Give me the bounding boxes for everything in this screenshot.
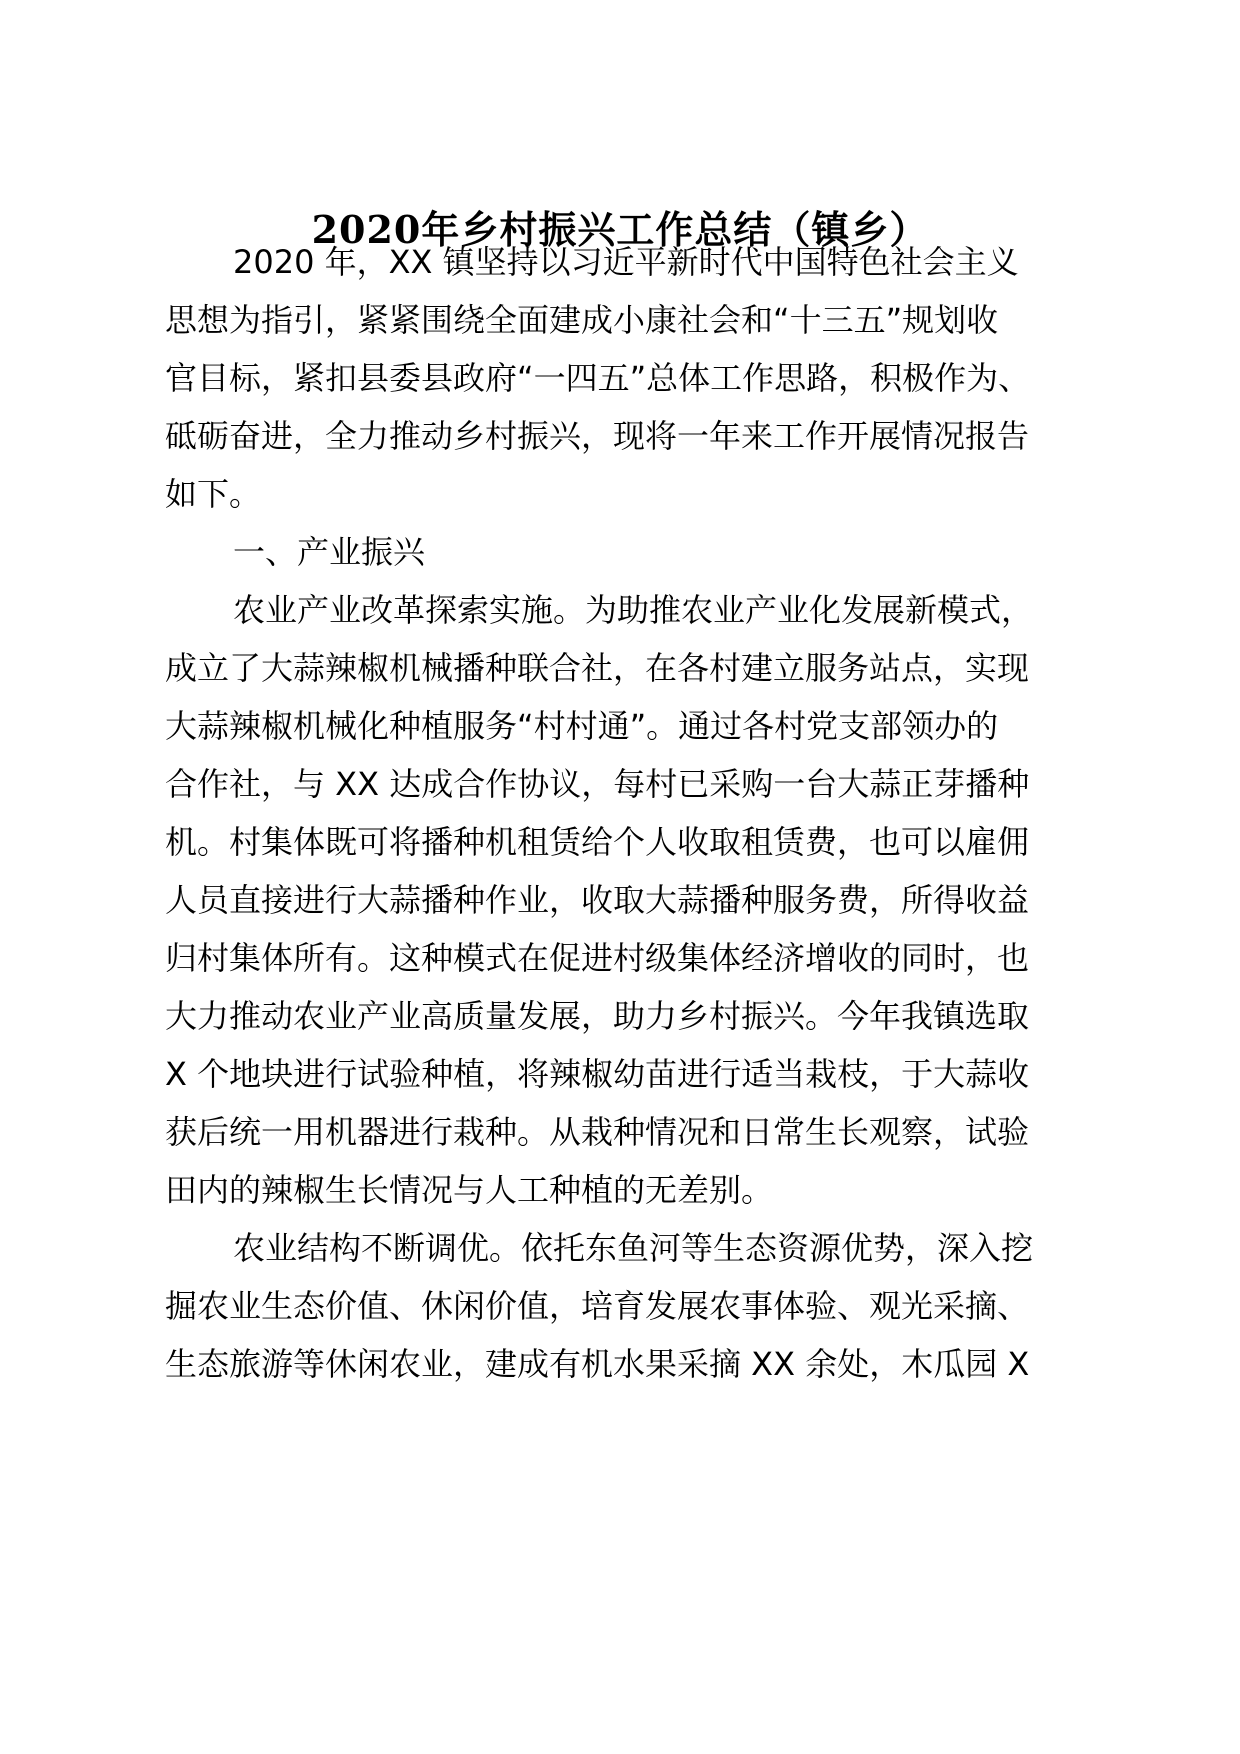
paragraph-industry-line: 田内的辣椒生长情况与人工种植的无差别。	[165, 1171, 774, 1209]
paragraph-industry-line: 大力推动农业产业高质量发展，助力乡村振兴。今年我镇选取	[165, 997, 1030, 1035]
paragraph-industry-line: 大蒜辣椒机械化种植服务“村村通”。通过各村党支部领办的	[165, 707, 999, 745]
paragraph-intro-line: 砥砺奋进，全力推动乡村振兴，现将一年来工作开展情况报告	[165, 417, 1030, 455]
paragraph-industry-line: 合作社，与 XX 达成合作协议，每村已采购一台大蒜正芽播种	[165, 765, 1030, 803]
paragraph-structure-line: 农业结构不断调优。依托东鱼河等生态资源优势，深入挖	[233, 1229, 1034, 1267]
paragraph-intro-line: 思想为指引，紧紧围绕全面建成小康社会和“十三五”规划收	[165, 301, 999, 339]
section-heading: 一、产业振兴	[233, 533, 426, 571]
paragraph-intro-line: 如下。	[165, 475, 262, 513]
paragraph-structure-line: 掘农业生态价值、休闲价值，培育发展农事体验、观光采摘、	[165, 1287, 1030, 1325]
paragraph-industry-line: 归村集体所有。这种模式在促进村级集体经济增收的同时，也	[165, 939, 1030, 977]
paragraph-intro-line: 2020 年，XX 镇坚持以习近平新时代中国特色社会主义	[233, 243, 1019, 281]
paragraph-industry-line: 机。村集体既可将播种机租赁给个人收取租赁费，也可以雇佣	[165, 823, 1030, 861]
paragraph-industry-line: 获后统一用机器进行栽种。从栽种情况和日常生长观察，试验	[165, 1113, 1030, 1151]
document-title: 2020年乡村振兴工作总结（镇乡）	[311, 207, 929, 252]
paragraph-structure-line: 生态旅游等休闲农业，建成有机水果采摘 XX 余处，木瓜园 X	[165, 1345, 1030, 1383]
paragraph-industry-line: X 个地块进行试验种植，将辣椒幼苗进行适当栽枝，于大蒜收	[165, 1055, 1030, 1093]
paragraph-intro-line: 官目标，紧扣县委县政府“一四五”总体工作思路，积极作为、	[165, 359, 1031, 397]
paragraph-industry-line: 成立了大蒜辣椒机械播种联合社，在各村建立服务站点，实现	[165, 649, 1030, 687]
paragraph-industry-line: 农业产业改革探索实施。为助推农业产业化发展新模式，	[233, 591, 1034, 629]
paragraph-industry-line: 人员直接进行大蒜播种作业，收取大蒜播种服务费，所得收益	[165, 881, 1030, 919]
